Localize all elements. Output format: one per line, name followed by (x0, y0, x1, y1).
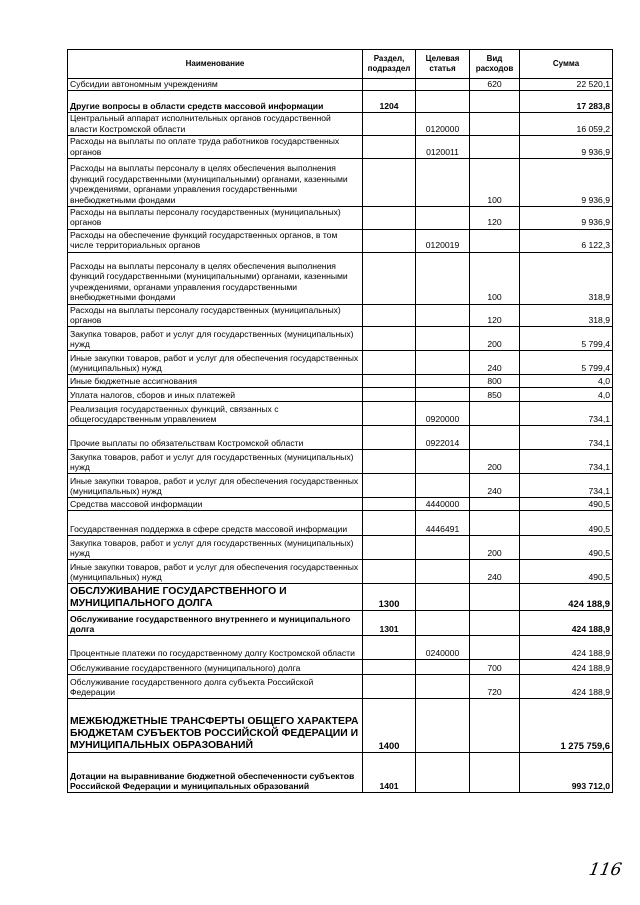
row-section: 1400 (363, 699, 416, 753)
table-row (68, 753, 613, 793)
row-section (363, 207, 416, 230)
row-expense-type: 240 (470, 474, 520, 498)
row-article (416, 159, 470, 207)
row-name: Средства массовой информации (68, 498, 363, 511)
row-sum: 22 520,1 (520, 79, 613, 91)
row-name: Обслуживание государственного долга субъекта Российской Федерации (68, 675, 363, 699)
row-expense-type: 700 (470, 660, 520, 675)
row-section (363, 636, 416, 660)
row-name: Другие вопросы в области средств массовой информации (68, 91, 363, 113)
row-section (363, 229, 416, 252)
table-row (68, 699, 613, 753)
table-row (68, 388, 613, 402)
row-article: 0120019 (416, 229, 470, 252)
row-expense-type: 120 (470, 207, 520, 230)
row-sum: 734,1 (520, 426, 613, 450)
row-sum: 318,9 (520, 304, 613, 327)
row-sum: 5 799,4 (520, 327, 613, 351)
table-row (68, 474, 613, 498)
row-article (416, 252, 470, 304)
row-sum: 16 059,2 (520, 113, 613, 136)
table-row (68, 536, 613, 560)
row-expense-type: 200 (470, 450, 520, 474)
row-expense-type (470, 136, 520, 159)
row-section (363, 327, 416, 351)
row-name: Иные закупки товаров, работ и услуг для обеспечения государственных (муниципальных) нужд (68, 474, 363, 498)
table-row (68, 375, 613, 388)
row-sum: 490,5 (520, 511, 613, 536)
row-expense-type: 100 (470, 252, 520, 304)
table-row (68, 136, 613, 159)
row-name: Прочие выплаты по обязательствам Костромской области (68, 426, 363, 450)
row-section (363, 660, 416, 675)
row-section (363, 79, 416, 91)
row-article: 0120011 (416, 136, 470, 159)
row-section: 1301 (363, 611, 416, 636)
row-expense-type: 200 (470, 536, 520, 560)
row-article: 4440000 (416, 498, 470, 511)
row-expense-type (470, 753, 520, 793)
row-section (363, 402, 416, 426)
row-section (363, 159, 416, 207)
row-section: 1300 (363, 584, 416, 611)
row-sum: 9 936,9 (520, 207, 613, 230)
row-sum: 424 188,9 (520, 584, 613, 611)
row-article: 0120000 (416, 113, 470, 136)
row-sum: 424 188,9 (520, 636, 613, 660)
row-section (363, 351, 416, 375)
row-expense-type (470, 584, 520, 611)
table-row (68, 113, 613, 136)
row-name: Уплата налогов, сборов и иных платежей (68, 388, 363, 402)
row-sum: 318,9 (520, 252, 613, 304)
row-sum: 734,1 (520, 450, 613, 474)
row-name: Иные закупки товаров, работ и услуг для обеспечения государственных (муниципальных) нужд (68, 351, 363, 375)
row-article: 0920000 (416, 402, 470, 426)
table-row (68, 159, 613, 207)
row-article: 0240000 (416, 636, 470, 660)
row-name: Закупка товаров, работ и услуг для государственных (муниципальных) нужд (68, 450, 363, 474)
table-header-row (68, 50, 613, 79)
row-expense-type: 120 (470, 304, 520, 327)
row-sum: 6 122,3 (520, 229, 613, 252)
row-section (363, 388, 416, 402)
table-row (68, 304, 613, 327)
row-article (416, 675, 470, 699)
row-name: Расходы на выплаты персоналу государственных (муниципальных) органов (68, 304, 363, 327)
row-expense-type (470, 611, 520, 636)
row-sum: 490,5 (520, 536, 613, 560)
row-sum: 1 275 759,6 (520, 699, 613, 753)
row-section (363, 426, 416, 450)
row-article (416, 536, 470, 560)
row-sum: 424 188,9 (520, 660, 613, 675)
table-body (68, 79, 613, 793)
row-name: Расходы на обеспечение функций государственных органов, в том числе территориальных органов (68, 229, 363, 252)
row-sum: 17 283,8 (520, 91, 613, 113)
row-expense-type (470, 426, 520, 450)
row-section: 1204 (363, 91, 416, 113)
row-article (416, 207, 470, 230)
table-row (68, 560, 613, 584)
row-name: Обслуживание государственного (муниципального) долга (68, 660, 363, 675)
row-section (363, 113, 416, 136)
row-name: Расходы на выплаты по оплате труда работников государственных органов (68, 136, 363, 159)
table-row (68, 327, 613, 351)
row-sum: 5 799,4 (520, 351, 613, 375)
row-expense-type (470, 91, 520, 113)
row-sum: 9 936,9 (520, 136, 613, 159)
row-name: Расходы на выплаты персоналу государственных (муниципальных) органов (68, 207, 363, 230)
row-section (363, 375, 416, 388)
row-expense-type: 800 (470, 375, 520, 388)
row-expense-type: 850 (470, 388, 520, 402)
row-name: Иные бюджетные ассигнования (68, 375, 363, 388)
budget-table (67, 49, 613, 793)
row-article (416, 351, 470, 375)
row-section (363, 560, 416, 584)
table-row (68, 426, 613, 450)
row-sum: 4,0 (520, 375, 613, 388)
row-section (363, 474, 416, 498)
row-article (416, 611, 470, 636)
row-article (416, 753, 470, 793)
table-row (68, 498, 613, 511)
header-article: Целевая статья (416, 50, 470, 79)
row-section (363, 136, 416, 159)
row-name: Центральный аппарат исполнительных органов государственной власти Костромской области (68, 113, 363, 136)
row-article (416, 327, 470, 351)
row-article (416, 660, 470, 675)
row-section (363, 511, 416, 536)
row-name: Закупка товаров, работ и услуг для государственных (муниципальных) нужд (68, 327, 363, 351)
row-section (363, 675, 416, 699)
row-expense-type (470, 113, 520, 136)
row-section (363, 252, 416, 304)
row-sum: 424 188,9 (520, 611, 613, 636)
row-expense-type: 100 (470, 159, 520, 207)
row-article (416, 79, 470, 91)
row-article (416, 375, 470, 388)
row-section (363, 304, 416, 327)
row-name: ОБСЛУЖИВАНИЕ ГОСУДАРСТВЕННОГО И МУНИЦИПАЛЬНОГО ДОЛГА (68, 584, 363, 611)
table-row (68, 636, 613, 660)
row-section (363, 536, 416, 560)
row-expense-type: 200 (470, 327, 520, 351)
row-article: 0922014 (416, 426, 470, 450)
row-sum: 993 712,0 (520, 753, 613, 793)
row-expense-type (470, 699, 520, 753)
table-row (68, 252, 613, 304)
row-article (416, 304, 470, 327)
row-expense-type: 240 (470, 560, 520, 584)
header-section: Раздел, подраздел (363, 50, 416, 79)
row-name: Иные закупки товаров, работ и услуг для обеспечения государственных (муниципальных) нужд (68, 560, 363, 584)
row-sum: 9 936,9 (520, 159, 613, 207)
row-sum: 490,5 (520, 498, 613, 511)
row-article (416, 584, 470, 611)
row-name: Процентные платежи по государственному долгу Костромской области (68, 636, 363, 660)
row-name: Расходы на выплаты персоналу в целях обеспечения выполнения функций государственными (муниципальными) органами, казенными учреждениями, органами управления государственными внебюджетными фондами (68, 252, 363, 304)
row-expense-type: 720 (470, 675, 520, 699)
row-sum: 490,5 (520, 560, 613, 584)
page-number: 116 (587, 860, 624, 880)
row-article (416, 699, 470, 753)
row-article (416, 474, 470, 498)
row-section (363, 450, 416, 474)
table-row (68, 611, 613, 636)
row-article (416, 91, 470, 113)
table-row (68, 450, 613, 474)
row-sum: 734,1 (520, 474, 613, 498)
row-expense-type (470, 498, 520, 511)
row-article (416, 388, 470, 402)
row-section (363, 498, 416, 511)
row-expense-type (470, 511, 520, 536)
header-name: Наименование (68, 50, 363, 79)
row-name: МЕЖБЮДЖЕТНЫЕ ТРАНСФЕРТЫ ОБЩЕГО ХАРАКТЕРА БЮДЖЕТАМ СУБЪЕКТОВ РОССИЙСКОЙ ФЕДЕРАЦИИ И МУНИЦИПАЛЬНЫХ ОБРАЗОВАНИЙ (68, 699, 363, 753)
row-name: Расходы на выплаты персоналу в целях обеспечения выполнения функций государственными (муниципальными) органами, казенными учреждениями, органами управления государственными внебюджетными фондами (68, 159, 363, 207)
row-article (416, 450, 470, 474)
row-expense-type: 620 (470, 79, 520, 91)
table-row (68, 660, 613, 675)
row-expense-type: 240 (470, 351, 520, 375)
row-expense-type (470, 229, 520, 252)
table-row (68, 675, 613, 699)
row-expense-type (470, 636, 520, 660)
table-row (68, 584, 613, 611)
table-row (68, 79, 613, 91)
row-section: 1401 (363, 753, 416, 793)
row-name: Обслуживание государственного внутреннего и муниципального долга (68, 611, 363, 636)
table-row (68, 351, 613, 375)
row-sum: 424 188,9 (520, 675, 613, 699)
row-sum: 734,1 (520, 402, 613, 426)
table-row (68, 207, 613, 230)
row-name: Государственная поддержка в сфере средств массовой информации (68, 511, 363, 536)
row-name: Реализация государственных функций, связанных с общегосударственным управлением (68, 402, 363, 426)
table-row (68, 229, 613, 252)
table-row (68, 402, 613, 426)
row-name: Субсидии автономным учреждениям (68, 79, 363, 91)
row-sum: 4,0 (520, 388, 613, 402)
row-name: Дотации на выравнивание бюджетной обеспеченности субъектов Российской Федерации и муниципальных образований (68, 753, 363, 793)
row-article (416, 560, 470, 584)
header-type: Вид расходов (470, 50, 520, 79)
header-sum: Сумма (520, 50, 613, 79)
row-expense-type (470, 402, 520, 426)
row-article: 4446491 (416, 511, 470, 536)
row-name: Закупка товаров, работ и услуг для государственных (муниципальных) нужд (68, 536, 363, 560)
table-row (68, 91, 613, 113)
table-row (68, 511, 613, 536)
